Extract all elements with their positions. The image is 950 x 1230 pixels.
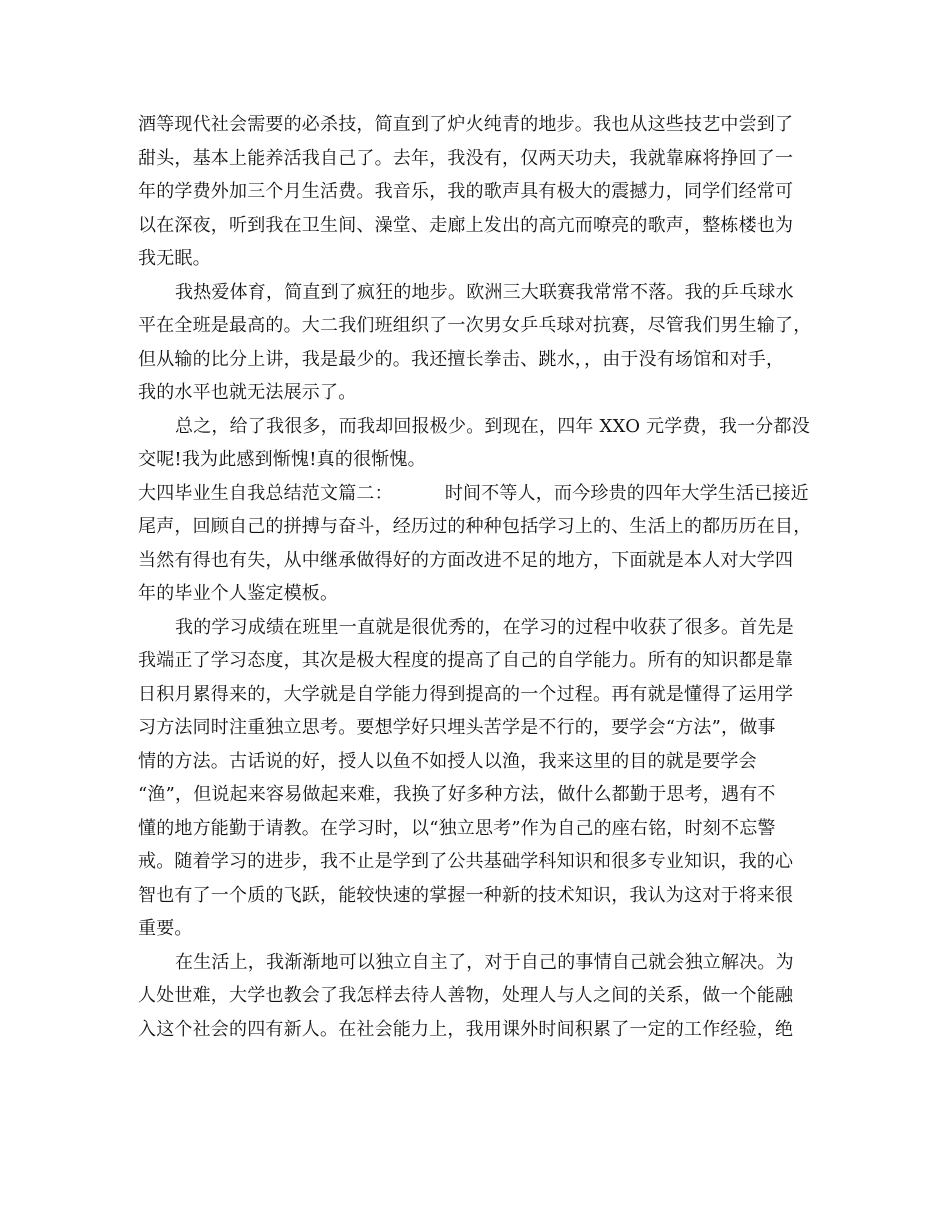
text-line: 在生活上，我渐渐地可以独立自主了，对于自己的事情自己就会独立解决。为 <box>175 951 794 973</box>
text-line: 甜头，基本上能养活我自己了。去年，我没有，仅两天功夫，我就靠麻将挣回了一 <box>138 147 794 169</box>
text-line: 懂的地方能勤于请教。在学习时，以“独立思考”作为自己的座右铭，时刻不忘警 <box>138 817 776 839</box>
text-line: 重要。 <box>138 918 193 939</box>
text-line: 平在全班是最高的。大二我们班组织了一次男女乒乓球对抗赛，尽管我们男生输了， <box>138 315 812 336</box>
document-page <box>138 108 818 1046</box>
text-line: 但从输的比分上讲，我是最少的。我还擅长拳击、跳水，，由于没有场馆和对手， <box>138 348 785 370</box>
text-line: 以在深夜，听到我在卫生间、澡堂、走廊上发出的高亢而嘹亮的歌声，整栋楼也为 <box>138 214 794 236</box>
text-line: 人处世难，大学也教会了我怎样去待人善物，处理人与人之间的关系，做一个能融 <box>138 985 794 1006</box>
text-line: 我端正了学习态度，其次是极大程度的提高了自己的自学能力。所有的知识都是靠 <box>138 650 794 671</box>
text-line: 交呢!我为此感到惭愧!真的很惭愧。 <box>138 449 426 470</box>
paragraph-6 <box>138 946 818 1047</box>
paragraph-4 <box>138 477 818 611</box>
text-segment: 时间不等人，而今珍贵的四年大学生活已接近 <box>444 482 809 504</box>
text-line: 情的方法。古话说的好，授人以鱼不如授人以渔，我来这里的目的就是要学会 <box>138 750 757 772</box>
text-line: 入这个社会的四有新人。在社会能力上，我用课外时间积累了一定的工作经验，绝 <box>138 1018 794 1040</box>
paragraph-2 <box>138 276 818 410</box>
text-line: 习方法同时注重独立思考。要想学好只埋头苦学是不行的，要学会“方法”，做事 <box>138 717 776 738</box>
text-line: 总之，给了我很多，而我却回报极少。到现在，四年 XXO 元学费，我一分都没 <box>175 415 810 437</box>
text-line: 我的水平也就无法展示了。 <box>138 382 357 403</box>
text-line: 年的学费外加三个月生活费。我音乐，我的歌声具有极大的震撼力，同学们经常可 <box>138 181 794 202</box>
text-line: 我的学习成绩在班里一直就是很优秀的，在学习的过程中收获了很多。首先是 <box>175 616 794 638</box>
text-line: 我无眠。 <box>138 248 211 269</box>
text-line: 我热爱体育，简直到了疯狂的地步。欧洲三大联赛我常常不落。我的乒乓球水 <box>175 281 794 303</box>
text-line: 年的毕业个人鉴定模板。 <box>138 583 339 604</box>
paragraph-1 <box>138 108 818 276</box>
section-heading: 大四毕业生自我总结范文篇二： <box>138 482 393 504</box>
text-line: 日积月累得来的，大学就是自学能力得到提高的一个过程。再有就是懂得了运用学 <box>138 683 794 705</box>
text-line: 尾声，回顾自己的拼搏与奋斗，经历过的种种包括学习上的、生活上的都历历在目， <box>138 516 812 537</box>
text-line: 酒等现代社会需要的必杀技，简直到了炉火纯青的地步。我也从这些技艺中尝到了 <box>138 114 794 135</box>
text-line: “渔”，但说起来容易做起来难，我换了好多种方法，做什么都勤于思考，遇有不 <box>138 784 776 805</box>
heading-line <box>138 477 818 511</box>
text-line: 智也有了一个质的飞跃，能较快速的掌握一种新的技术知识，我认为这对于将来很 <box>138 884 794 906</box>
text-line: 当然有得也有失，从中继承做得好的方面改进不足的地方，下面就是本人对大学四 <box>138 549 794 571</box>
text-line: 戒。随着学习的进步，我不止是学到了公共基础学科知识和很多专业知识，我的心 <box>138 851 794 872</box>
paragraph-5 <box>138 611 818 946</box>
paragraph-3 <box>138 410 818 477</box>
